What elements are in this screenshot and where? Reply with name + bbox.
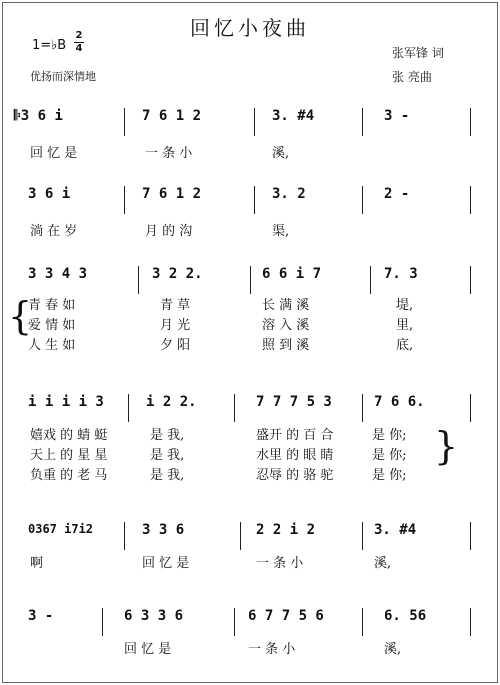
measure: 6 6 i 7	[262, 266, 322, 282]
measure: 3 6 i	[28, 186, 71, 202]
measure: 3 2 2.	[152, 266, 203, 282]
bar-line	[370, 266, 371, 294]
lyric: 是 我,	[150, 468, 185, 483]
bar-line	[470, 394, 471, 422]
key-signature: 1=♭B	[32, 38, 67, 53]
lyric: 啊	[30, 556, 44, 571]
measure: 6 3 3 6	[124, 608, 184, 624]
bar-line	[362, 522, 363, 550]
bar-line	[234, 608, 235, 636]
measure: 6. 56	[384, 608, 427, 624]
measure: 2 -	[384, 186, 410, 202]
lyric: 底,	[396, 338, 414, 353]
bar-line	[362, 108, 363, 136]
lyric: 一 条 小	[248, 642, 296, 657]
measure: 7. 3	[384, 266, 418, 282]
bar-line	[138, 266, 139, 294]
bar-line	[254, 108, 255, 136]
lyric: 人 生 如	[28, 338, 76, 353]
measure: 3. 2	[272, 186, 306, 202]
lyric: 青 春 如	[28, 298, 76, 313]
lyric: 是 我,	[150, 448, 185, 463]
lyric: 是 你;	[372, 428, 407, 443]
measure: i i i i 3	[28, 394, 104, 410]
lyric: 水里 的 眼 睛	[256, 448, 334, 463]
lyric: 照 到 溪	[262, 338, 310, 353]
bar-line	[102, 608, 103, 636]
measure: 6 7 7 5 6	[248, 608, 324, 624]
measure: 3. #4	[374, 522, 417, 538]
meter-top: 2	[75, 30, 83, 41]
lyric: 负重 的 老 马	[30, 468, 108, 483]
lyric: 月 光	[160, 318, 191, 333]
left-brace: {	[8, 294, 33, 338]
bar-line	[254, 186, 255, 214]
lyric: 溪,	[272, 146, 290, 161]
bar-line	[470, 186, 471, 214]
lyric: 淌 在 岁	[30, 224, 78, 239]
page-frame	[2, 2, 498, 683]
composer-credit: 张 亮曲	[392, 70, 432, 84]
measure: 7 6 6.	[374, 394, 425, 410]
bar-line	[250, 266, 251, 294]
lyric: 一 条 小	[145, 146, 193, 161]
bar-line	[124, 186, 125, 214]
song-title: 回忆小夜曲	[190, 16, 310, 40]
lyric: 一 条 小	[256, 556, 304, 571]
measure: i 2 2.	[146, 394, 197, 410]
bar-line	[234, 394, 235, 422]
lyric: 渠,	[272, 224, 290, 239]
lyric: 长 满 溪	[262, 298, 310, 313]
lyric: 里,	[396, 318, 414, 333]
measure: 𝄆3 6 i	[14, 108, 63, 124]
lyric: 爱 情 如	[28, 318, 76, 333]
lyric: 月 的 沟	[145, 224, 193, 239]
lyricist-credit: 张军锋 词	[392, 46, 444, 60]
lyric: 是 我,	[150, 428, 185, 443]
lyric: 溪,	[374, 556, 392, 571]
measure: 3 -	[384, 108, 410, 124]
bar-line	[362, 608, 363, 636]
measure: 7 6 1 2	[142, 186, 202, 202]
measure: 3 3 4 3	[28, 266, 88, 282]
meter-bottom: 4	[75, 43, 83, 54]
lyric: 盛开 的 百 合	[256, 428, 334, 443]
lyric: 夕 阳	[160, 338, 191, 353]
lyric: 忍辱 的 骆 驼	[256, 468, 334, 483]
measure: 2 2 i 2	[256, 522, 316, 538]
bar-line	[124, 522, 125, 550]
measure: 3 3 6	[142, 522, 185, 538]
lyric: 青 草	[160, 298, 191, 313]
time-signature	[74, 30, 84, 55]
lyric: 是 你;	[372, 468, 407, 483]
lyric: 天上 的 星 星	[30, 448, 108, 463]
lyric: 回 忆 是	[124, 642, 172, 657]
lyric: 溶 入 溪	[262, 318, 310, 333]
bar-line	[128, 394, 129, 422]
lyric: 嬉戏 的 蜻 蜓	[30, 428, 108, 443]
lyric: 回 忆 是	[142, 556, 190, 571]
bar-line	[470, 522, 471, 550]
lyric: 堤,	[396, 298, 414, 313]
bar-line	[124, 108, 125, 136]
tempo-marking: 优扬而深情地	[30, 70, 96, 83]
bar-line	[362, 394, 363, 422]
bar-line	[470, 108, 471, 136]
measure: 7 7 7 5 3	[256, 394, 332, 410]
measure: 3 -	[28, 608, 54, 624]
measure: 3. #4	[272, 108, 315, 124]
right-brace: }	[434, 424, 459, 468]
measure: 7 6 1 2	[142, 108, 202, 124]
measure: 0367 i7i2	[28, 522, 94, 536]
lyric: 溪,	[384, 642, 402, 657]
bar-line	[362, 186, 363, 214]
bar-line	[470, 266, 471, 294]
lyric: 是 你;	[372, 448, 407, 463]
bar-line	[470, 608, 471, 636]
lyric: 回 忆 是	[30, 146, 78, 161]
bar-line	[240, 522, 241, 550]
